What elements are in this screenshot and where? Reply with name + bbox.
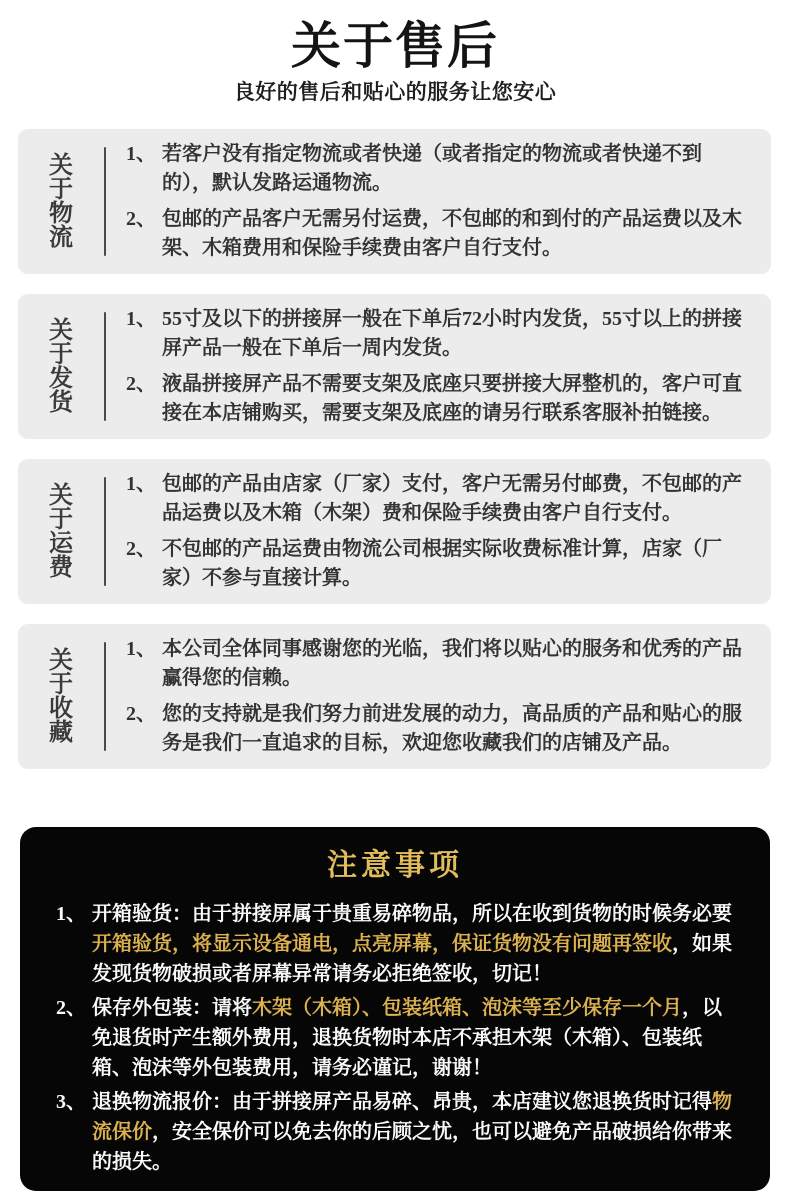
section-shipping <box>18 294 771 439</box>
item-text: 包邮的产品由店家（厂家）支付，客户无需另付邮费，不包邮的产品运费以及木箱（木架）费和保险手续费由客户自行支付。 <box>162 473 742 524</box>
notice-item <box>46 899 744 989</box>
item-text: 您的支持就是我们努力前进发展的动力，高品质的产品和贴心的服务是我们一直追求的目标，欢迎您收藏我们的店铺及产品。 <box>162 703 742 754</box>
notice-item <box>46 993 744 1083</box>
item-marker: 1、 <box>56 903 86 925</box>
page-title: 关于售后 <box>291 18 499 74</box>
item-text: 保存外包装：请将木架（木箱）、包装纸箱、泡沫等至少保存一个月，以免退货时产生额外费用，退换货物时本店不承担木架（木箱）、包装纸箱、泡沫等外包装费用，请务必谨记，谢谢！ <box>92 997 722 1079</box>
item-text: 本公司全体同事感谢您的光临，我们将以贴心的服务和优秀的产品赢得您的信赖。 <box>162 638 742 689</box>
item-marker: 2、 <box>126 538 156 560</box>
section-body <box>106 129 771 274</box>
item-marker: 2、 <box>126 373 156 395</box>
page-subtitle: 良好的售后和贴心的服务让您安心 <box>233 80 557 104</box>
item-text: 包邮的产品客户无需另付运费，不包邮的和到付的产品运费以及木架、木箱费用和保险手续费由客户自行支付。 <box>162 208 742 259</box>
section-label: 关于运费 <box>49 482 73 581</box>
item-marker: 2、 <box>126 208 156 230</box>
section-label: 关于发货 <box>49 317 73 416</box>
notice-panel <box>20 827 770 1191</box>
section-body <box>106 459 771 604</box>
section-label-column <box>18 129 104 274</box>
item-marker: 2、 <box>126 703 156 725</box>
list-item <box>126 535 745 593</box>
item-marker: 1、 <box>126 143 156 165</box>
item-marker: 1、 <box>126 473 156 495</box>
section-label: 关于收藏 <box>49 647 73 746</box>
notice-title: 注意事项 <box>327 849 463 882</box>
section-logistics <box>18 129 771 274</box>
item-marker: 2、 <box>56 997 86 1019</box>
item-text: 退换物流报价：由于拼接屏产品易碎、昂贵，本店建议您退换货时记得物流保价，安全保价可以免去你的后顾之忧，也可以避免产品破损给你带来的损失。 <box>92 1091 732 1173</box>
notice-item <box>46 1087 744 1177</box>
item-text: 开箱验货：由于拼接屏属于贵重易碎物品，所以在收到货物的时候务必要开箱验货，将显示设备通电，点亮屏幕，保证货物没有问题再签收，如果发现货物破损或者屏幕异常请务必拒绝签收，切记！ <box>92 903 732 985</box>
list-item <box>126 700 745 758</box>
item-marker: 3、 <box>56 1091 86 1113</box>
list-item <box>126 140 745 198</box>
item-marker: 1、 <box>126 638 156 660</box>
page-header <box>0 0 790 103</box>
section-label: 关于物流 <box>49 152 73 251</box>
list-item <box>126 205 745 263</box>
item-text: 55寸及以下的拼接屏一般在下单后72小时内发货，55寸以上的拼接屏产品一般在下单后一周内发货。 <box>162 308 742 359</box>
section-body <box>106 624 771 769</box>
list-item <box>126 635 745 693</box>
list-item <box>126 470 745 528</box>
list-item <box>126 370 745 428</box>
section-collect <box>18 624 771 769</box>
section-label-column <box>18 294 104 439</box>
item-marker: 1、 <box>126 308 156 330</box>
section-label-column <box>18 624 104 769</box>
item-text: 若客户没有指定物流或者快递（或者指定的物流或者快递不到的），默认发路运通物流。 <box>162 143 702 194</box>
item-text: 液晶拼接屏产品不需要支架及底座只要拼接大屏整机的，客户可直接在本店铺购买，需要支架及底座的请另行联系客服补拍链接。 <box>162 373 742 424</box>
section-label-column <box>18 459 104 604</box>
section-freight <box>18 459 771 604</box>
item-text: 不包邮的产品运费由物流公司根据实际收费标准计算，店家（厂家）不参与直接计算。 <box>162 538 722 589</box>
section-body <box>106 294 771 439</box>
list-item <box>126 305 745 363</box>
